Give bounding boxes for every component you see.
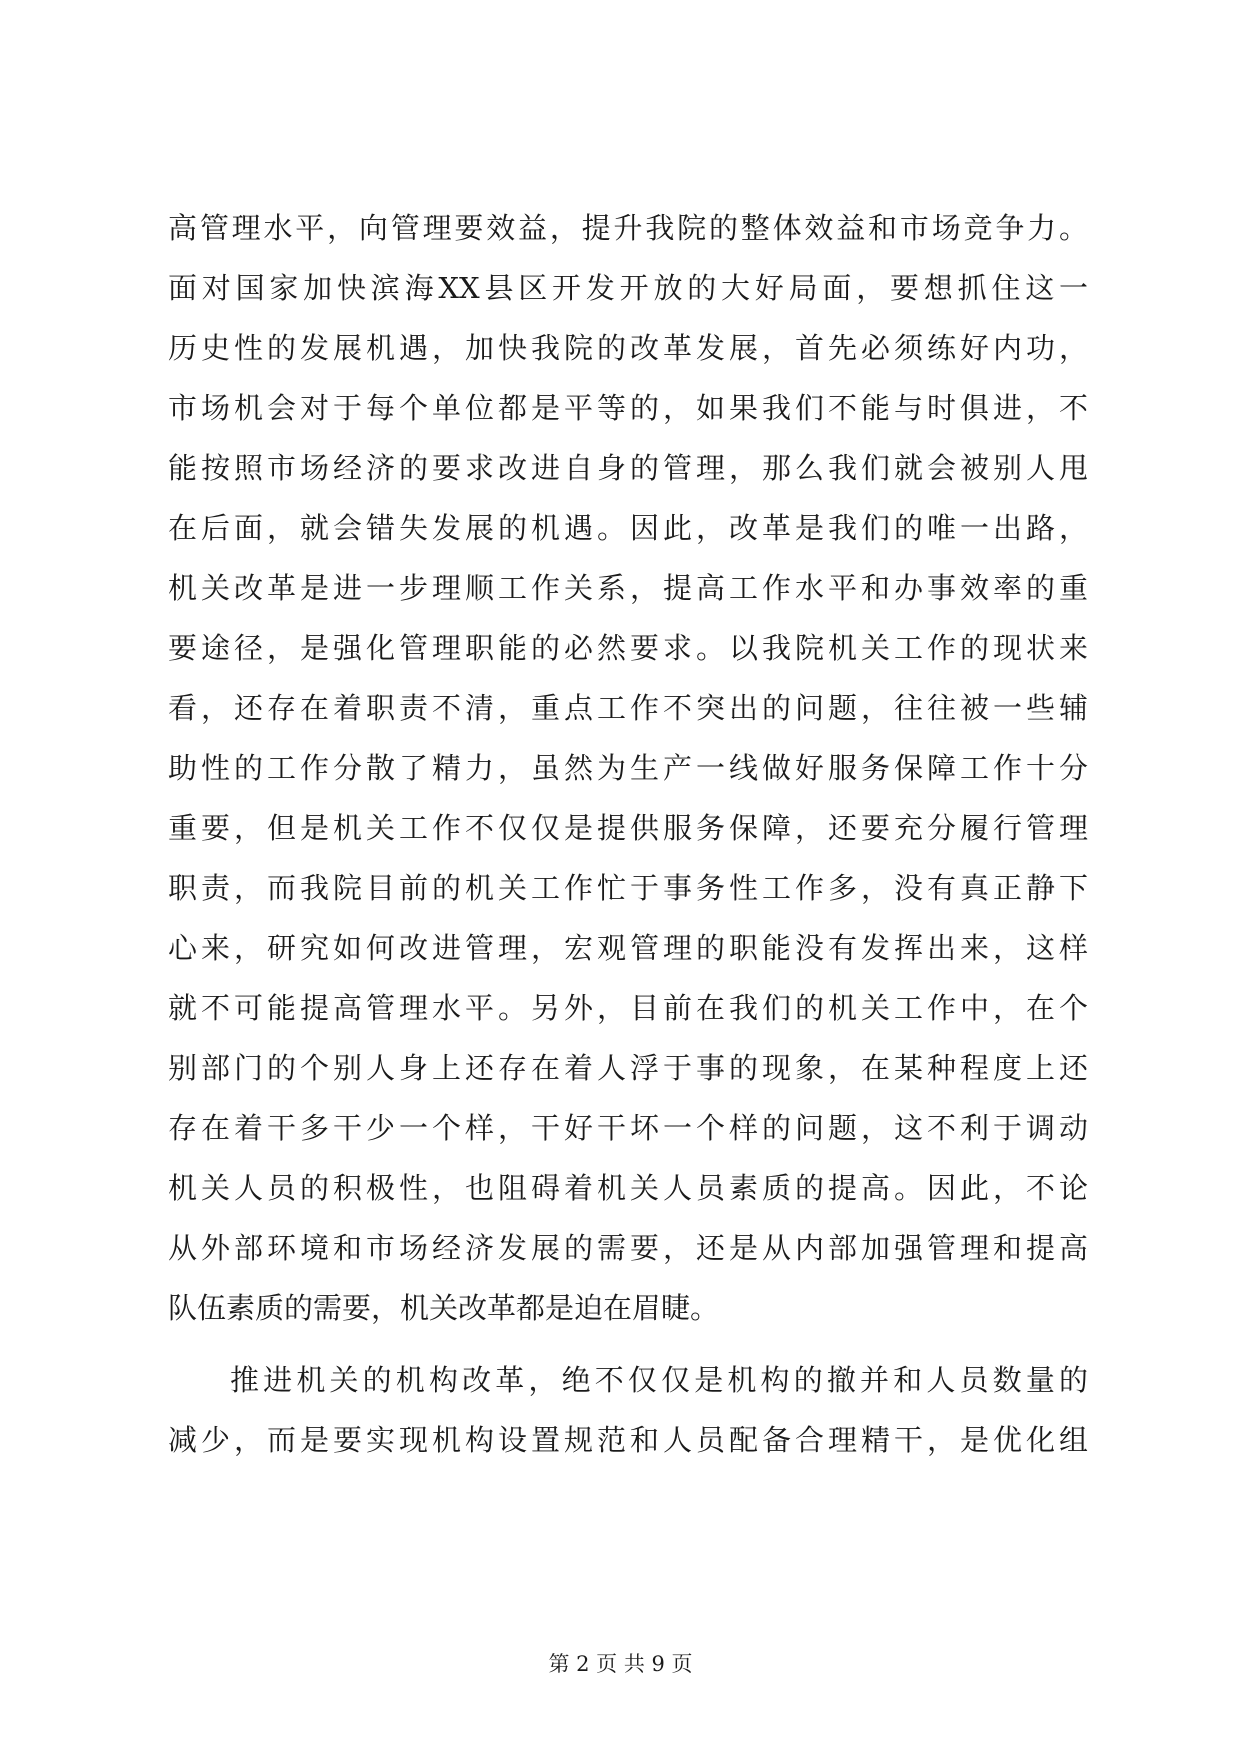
page-footer: 第 2 页 共 9 页 <box>548 1652 693 1676</box>
text-line: 推进机关的机构改革，绝不仅仅是机构的撤并和人员数量的 <box>230 1363 1088 1397</box>
text-line: 面对国家加快滨海XX县区开发开放的大好局面，要想抓住这一 <box>168 271 1088 305</box>
text-line: 机关人员的积极性，也阻碍着机关人员素质的提高。因此，不论 <box>168 1171 1088 1205</box>
text-line: 存在着干多干少一个样，干好干坏一个样的问题，这不利于调动 <box>168 1111 1088 1145</box>
text-line: 就不可能提高管理水平。另外，目前在我们的机关工作中，在个 <box>168 991 1088 1025</box>
text-line: 职责，而我院目前的机关工作忙于事务性工作多，没有真正静下 <box>168 871 1088 905</box>
text-line: 别部门的个别人身上还存在着人浮于事的现象，在某种程度上还 <box>168 1051 1088 1085</box>
text-line: 助性的工作分散了精力，虽然为生产一线做好服务保障工作十分 <box>168 751 1088 785</box>
text-line: 高管理水平，向管理要效益，提升我院的整体效益和市场竞争力。 <box>168 211 1088 245</box>
text-line: 看，还存在着职责不清，重点工作不突出的问题，往往被一些辅 <box>168 691 1088 725</box>
text-line: 要途径，是强化管理职能的必然要求。以我院机关工作的现状来 <box>168 631 1088 665</box>
text-line: 从外部环境和市场经济发展的需要，还是从内部加强管理和提高 <box>168 1231 1088 1265</box>
text-line: 重要，但是机关工作不仅仅是提供服务保障，还要充分履行管理 <box>168 811 1088 845</box>
text-line: 机关改革是进一步理顺工作关系，提高工作水平和办事效率的重 <box>168 571 1088 605</box>
text-line: 能按照市场经济的要求改进自身的管理，那么我们就会被别人甩 <box>168 451 1088 485</box>
text-line: 队伍素质的需要，机关改革都是迫在眉睫。 <box>168 1291 720 1325</box>
text-line: 心来，研究如何改进管理，宏观管理的职能没有发挥出来，这样 <box>168 931 1088 965</box>
text-line: 历史性的发展机遇，加快我院的改革发展，首先必须练好内功， <box>168 331 1088 365</box>
text-line: 在后面，就会错失发展的机遇。因此，改革是我们的唯一出路， <box>168 511 1088 545</box>
text-line: 减少，而是要实现机构设置规范和人员配备合理精干，是优化组 <box>168 1423 1088 1457</box>
body-text <box>168 198 1088 1470</box>
text-line: 市场机会对于每个单位都是平等的，如果我们不能与时俱进，不 <box>168 391 1088 425</box>
paragraph-gap <box>168 1338 1088 1350</box>
